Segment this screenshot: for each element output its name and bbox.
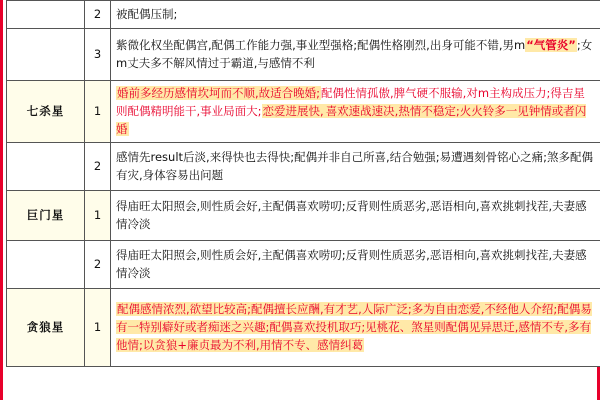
table-row bbox=[7, 143, 600, 191]
table-row bbox=[7, 81, 600, 143]
text-highlight: 喜欢速战速决,热情不稳定;火火铃多一见钟情或者闪婚 bbox=[116, 103, 587, 136]
row-text: 得庙旺太阳照会,则性质会好,主配偶喜欢唠叨;反背则性质恶劣,恶语相向,喜欢挑刺找茬,夫妻感情冷淡 bbox=[111, 191, 600, 241]
text-highlight: “气管炎” bbox=[526, 37, 576, 52]
row-num: 2 bbox=[85, 241, 111, 289]
table-row bbox=[7, 241, 600, 289]
star-table bbox=[6, 0, 600, 367]
row-text: 得庙旺太阳照会,则性质会好,主配偶喜欢唠叨;反背则性质恶劣,恶语相向,喜欢挑刺找茬,夫妻感情冷淡 bbox=[111, 241, 600, 289]
table-row bbox=[7, 29, 600, 81]
row-star bbox=[7, 241, 85, 289]
row-star bbox=[7, 1, 85, 29]
row-text bbox=[111, 81, 600, 143]
row-text bbox=[111, 289, 600, 367]
row-num: 1 bbox=[85, 81, 111, 143]
table-body bbox=[7, 1, 600, 367]
row-num: 1 bbox=[85, 191, 111, 241]
row-num: 2 bbox=[85, 1, 111, 29]
text-part: 紫微化权坐配偶宫,配偶工作能力强,事业型强格;配偶性格刚烈,出身可能不错,男m bbox=[116, 37, 526, 52]
row-star bbox=[7, 143, 85, 191]
text-highlight: 配偶感情浓烈,欲望比较高;配偶擅长应酬,有才艺,人际广泛;多为自由恋爱,不经他人介绍;配偶易有一特别癖好或者痴迷之兴趣;配偶喜欢投机取巧;见桃花、煞星则配偶见异思迁,感情不专,多有他情;以贪狼+廉贞最为不利,用情不专、感情纠葛 bbox=[116, 302, 592, 352]
text-highlight: 婚前多经历感情坎坷而不顺,故适合晚婚; bbox=[117, 86, 321, 100]
table-row bbox=[7, 191, 600, 241]
row-star: 七杀星 bbox=[7, 81, 85, 143]
row-text bbox=[111, 29, 600, 81]
row-star: 巨门星 bbox=[7, 191, 85, 241]
row-text: 被配偶压制; bbox=[111, 1, 600, 29]
row-num: 2 bbox=[85, 143, 111, 191]
text-highlight: 恋爱进展快, bbox=[262, 103, 324, 118]
table-row bbox=[7, 289, 600, 367]
row-num: 1 bbox=[85, 289, 111, 367]
row-num: 3 bbox=[85, 29, 111, 81]
row-star: 贪狼星 bbox=[7, 289, 85, 367]
table-row bbox=[7, 1, 600, 29]
text-part: 配偶性情孤傲,脾气硬不服输,对m主构成压力;得吉星则配偶精明能干,事业局面大; bbox=[116, 86, 585, 118]
row-text: 感情先result后淡,来得快也去得快;配偶并非自己所喜,结合勉强;易遭遇刻骨铭心之痛;煞多配偶有灾,身体容易出问题 bbox=[111, 143, 600, 191]
row-star bbox=[7, 29, 85, 81]
text-part: ;女m丈夫多不解风情过于霸道,与感情不利 bbox=[116, 37, 593, 70]
